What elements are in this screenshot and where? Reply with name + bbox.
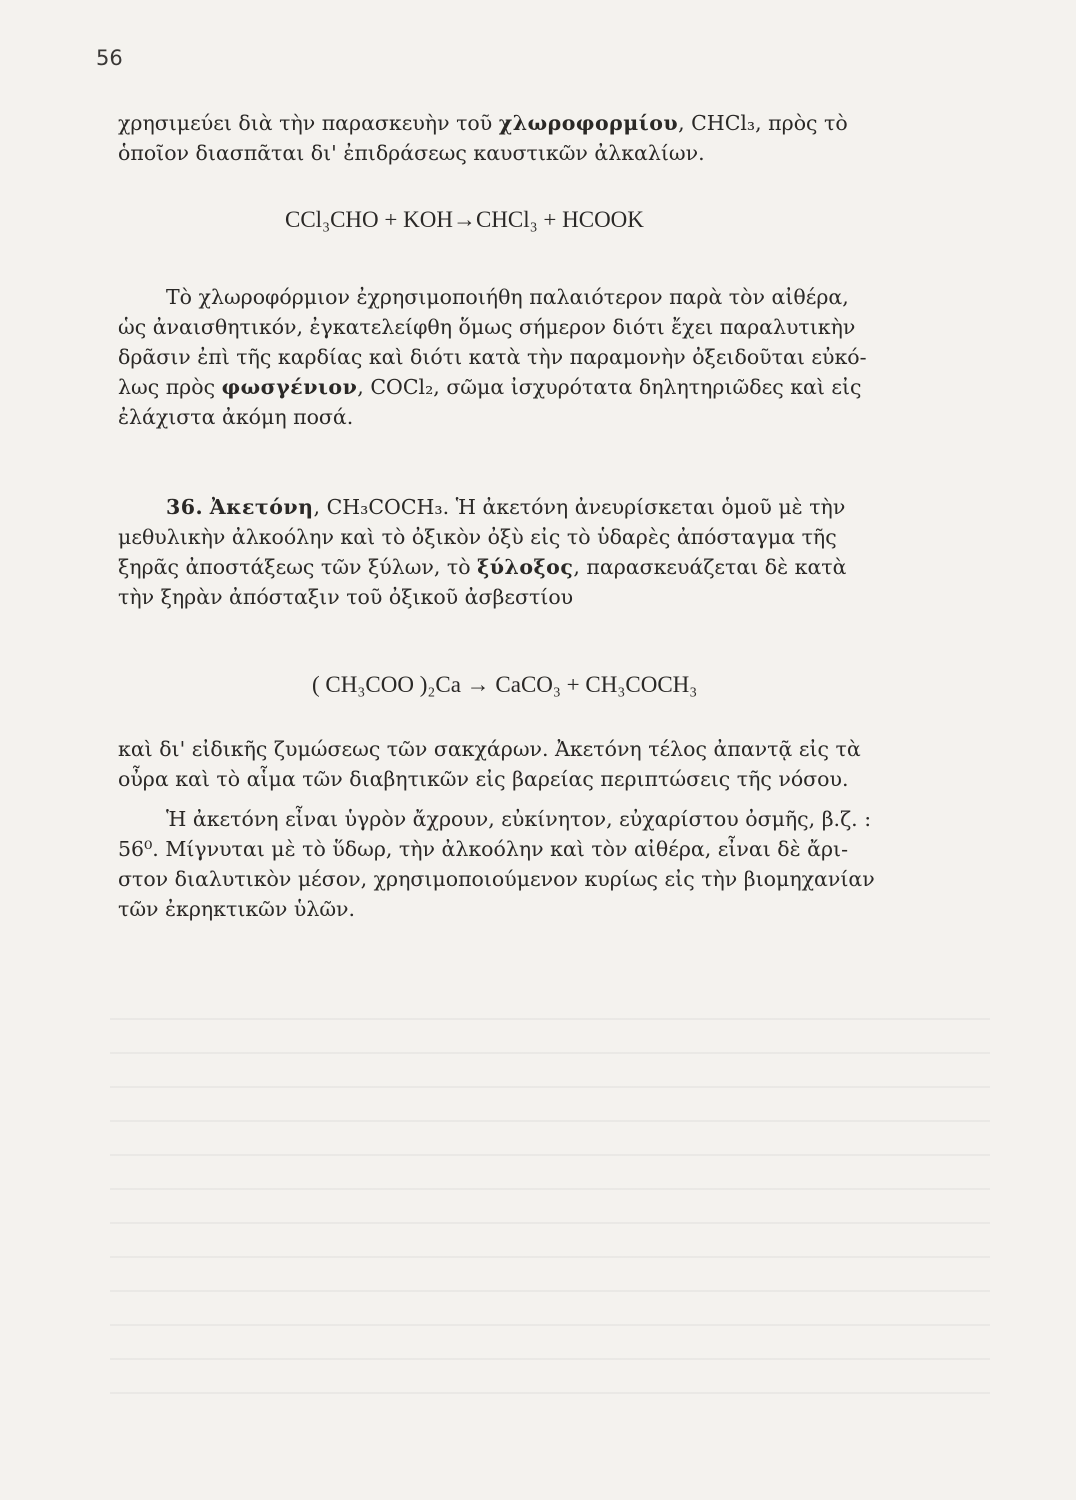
text-line: δρᾶσιν ἐπὶ τῆς καρδίας καὶ διότι κατὰ τὴν παραμονὴν ὀξειδοῦται εὐκό- [118,345,867,369]
text-line: Τὸ χλωροφόρμιον ἐχρησιμοποιήθη παλαιότερον παρὰ τὸν αἰθέρα, [166,285,849,309]
text-line: Ἡ ἀκετόνη εἶναι ὑγρὸν ἄχρουν, εὐκίνητον, εὐχαρίστου ὀσμῆς, β.ζ. : [166,807,872,831]
paragraph-chloroform-use [118,282,978,432]
text-line: μεθυλικὴν ἀλκοόλην καὶ τὸ ὀξικὸν ὀξὺ εἰς τὸ ὑδαρὲς ἀπόσταγμα τῆς [118,525,837,549]
term-phosgene: φωσγένιον [221,375,358,399]
paragraph-chloroform-intro [118,108,978,168]
paragraph-acetone-properties [118,804,978,924]
equation-chloroform: CCl₃CHO + KOH→CHCl₃ + HCOOK [285,207,644,232]
section-number: 36. [166,495,204,519]
section-acetone: 36. Ἀκετόνη, CH₃COCH₃. Ἡ ἀκετόνη ἀνευρίσκεται ὁμοῦ μὲ τὴν μεθυλικὴν ἀλκοόλην καὶ τὸ ὀξικὸν ὀξὺ εἰς τὸ ὑδαρὲς ἀπόσταγμα τῆς ξηρᾶς ἀποστάξεως τῶν ξύλων, τὸ ξύλοξος, παρασκευάζεται δὲ κατὰ τὴν ξηρὰν ἀπόσταξιν τοῦ ὀξικοῦ ἀσβεστίου [118,492,978,612]
paragraph-acetone-origin [118,734,978,794]
text-line: 56⁰. Μίγνυται μὲ τὸ ὕδωρ, τὴν ἀλκοόλην καὶ τὸν αἰθέρα, εἶναι δὲ ἄρι- [118,837,848,861]
text-line: στον διαλυτικὸν μέσον, χρησιμοποιούμενον κυρίως εἰς τὴν βιομηχανίαν [118,867,875,891]
term-xyloxos: ξύλοξος [477,555,574,579]
text-line: τὴν ξηρὰν ἀπόσταξιν τοῦ ὀξικοῦ ἀσβεστίου [118,585,574,609]
text-line: λως πρὸς φωσγένιον, COCl₂, σῶμα ἰσχυρότατα δηλητηριῶδες καὶ εἰς [118,375,862,399]
text-line: ἐλάχιστα ἀκόμη ποσά. [118,405,354,429]
term-chloroform: χλωροφορμίου [498,111,679,135]
text-line: καὶ δι' εἰδικῆς ζυμώσεως τῶν σακχάρων. Ἀκετόνη τέλος ἀπαντᾷ εἰς τὰ [118,737,861,761]
text-line: τῶν ἐκρηκτικῶν ὑλῶν. [118,897,356,921]
text-line: ὁποῖον διασπᾶται δι' ἐπιδράσεως καυστικῶν ἀλκαλίων. [118,141,705,165]
page-number: 56 [96,46,123,70]
bleed-through-texture [110,1000,990,1400]
section-heading: Ἀκετόνη [209,495,314,519]
text-line: οὖρα καὶ τὸ αἷμα τῶν διαβητικῶν εἰς βαρείας περιπτώσεις τῆς νόσου. [118,767,849,791]
equation-acetone: ( CH₃COO )₂Ca → CaCO₃ + CH₃COCH₃ [312,672,698,697]
text-line: ὡς ἀναισθητικόν, ἐγκατελείφθη ὅμως σήμερον διότι ἔχει παραλυτικὴν [118,315,856,339]
text-line: 36. Ἀκετόνη, CH₃COCH₃. Ἡ ἀκετόνη ἀνευρίσκεται ὁμοῦ μὲ τὴν [166,495,846,519]
text-line: χρησιμεύει διὰ τὴν παρασκευὴν τοῦ χλωροφορμίου, CHCl₃, πρὸς τὸ [118,111,848,135]
